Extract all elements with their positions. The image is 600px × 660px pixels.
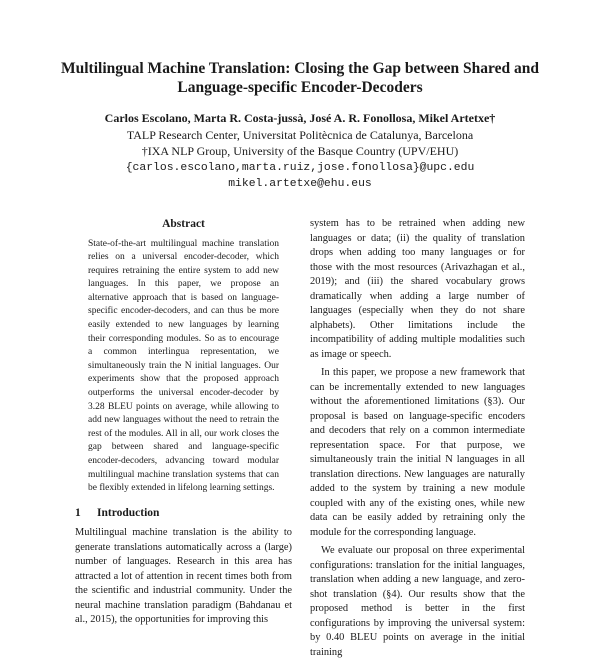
section-title: Introduction <box>97 506 160 519</box>
author-block <box>60 110 540 193</box>
introduction-paragraph-continued: system has to be retrained when adding new languages or data; (ii) the quality of translation drops when adding too many languages or for those with the most resources (Arivazhagan et al., 2019); and (iii) the shared vocabulary grows dramatically when adding a large number of languages (especially when they do not share alphabets). Other limitations include the incompatibility of adding multiple modalities such as image or speech. <box>310 218 525 360</box>
abstract-text: State-of-the-art multilingual machine translation relies on a universal encoder-decoder, which requires retraining the entire system to add new languages. In this paper, we propose an alternative approach that is based on language-specific encoder-decoders, and can thus be more easily extended to new languages by learning their corresponding modules. So as to encourage a common interlingua representation, we simultaneously train the N initial languages. Our experiments show that the proposed approach outperforms the universal encoder-decoder by 3.28 BLEU points on average, while allowing to add new languages without the need to retrain the rest of the modules. All in all, our work closes the gap between shared and language-specific encoder-decoders, advancing toward modular multilingual machine translation systems that can be flexibly extended in lifelong learning settings. <box>88 238 279 494</box>
title-line-1: Multilingual Machine Translation: Closing the Gap between Shared and <box>61 60 539 77</box>
introduction-paragraph-1: Multilingual machine translation is the ability to generate translations automatically across a (large) number of languages. Research in this area has attracted a lot of attention in recent times both from the scientific and industrial community. Under the neural machine translation paradigm (Bahdanau et al., 2015), the opportunities for improving this <box>75 527 292 626</box>
affiliation-ixa: †IXA NLP Group, University of the Basque Country (UPV/EHU) <box>141 144 459 158</box>
email-ehu: mikel.artetxe@ehu.eus <box>228 178 372 190</box>
introduction-paragraph-3: We evaluate our proposal on three experimental configurations: translation for the initial languages, translation when adding a new language, and zero-shot translation (§4). Our results show that the proposed method is better in the first configurations by improving the universal system: by 0.40 BLEU points on average in the initial training <box>310 545 525 658</box>
abstract-heading: Abstract <box>162 218 205 230</box>
section-number: 1 <box>75 506 81 519</box>
paper-title <box>60 60 540 97</box>
title-line-2: Language-specific Encoder-Decoders <box>177 78 423 96</box>
left-column <box>75 217 292 628</box>
author-list: Carlos Escolano, Marta R. Costa-jussà, José A. R. Fonollosa, Mikel Artetxe† <box>104 111 496 125</box>
introduction-paragraph-2: In this paper, we propose a new framework that can be incrementally extended to new languages without the aforementioned limitations (§3). Our proposal is based on language-specific encoders and decoders that rely on a common intermediate representation space. For that purpose, we simultaneously train the initial N languages in all translation directions. New languages are naturally added to the system by training a new module coupled with any of the existing ones, while new data can be easily added by retraining only the module for the corresponding language. <box>310 367 525 538</box>
right-column <box>310 217 525 660</box>
affiliation-talp: TALP Research Center, Universitat Politècnica de Catalunya, Barcelona <box>126 127 474 142</box>
section-heading-introduction <box>75 506 292 521</box>
email-upc: {carlos.escolano,marta.ruiz,jose.fonollosa}@upc.edu <box>125 161 475 174</box>
